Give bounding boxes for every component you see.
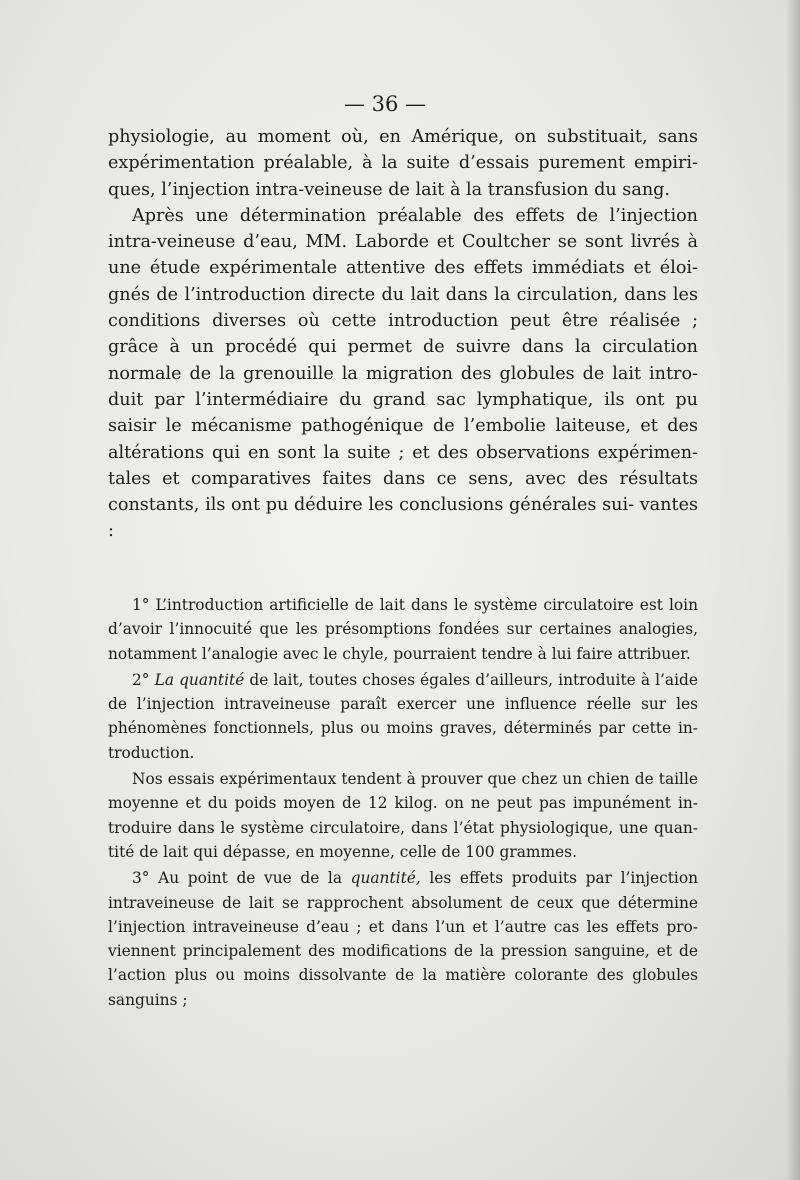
conclusion-3 [108,866,698,1012]
p2-line: altérations qui en sont la suite ; et des observations expérimen- [108,442,698,463]
p2-line: duit par l’intermédiaire du grand sac lymphatique, ils ont pu [108,389,698,410]
c1-line: d’avoir l’innocuité que les présomptions fondées sur certaines analogies, [108,620,698,639]
page-edge-shadow [786,0,800,1180]
note-line: troduire dans le système circulatoire, dans l’état physiologique, une quan- [108,818,698,837]
c2-line: troduction. [108,743,195,762]
c3-first-line: les effets produits par l’injection [420,869,699,888]
c1-line: notamment l’analogie avec le chyle, pourraient tendre à lui faire attribuer. [108,644,691,663]
p2-line: Après une détermination préalable des effets de l’injection [132,205,698,226]
p1-line: ques, l’injection intra-veineuse de lait à la transfusion du [108,179,617,200]
c2-line: phénomènes fonctionnels, plus ou moins graves, déterminés par cette in- [108,719,698,738]
note-line: moyenne et du poids moyen de 12 kilog. on ne peut pas impunément in- [108,794,698,813]
c1-line: 1° L’introduction artificielle de lait dans le système circulatoire est loin [132,596,698,614]
main-text [108,124,698,545]
p2-line: grâce à un procédé qui permet de suivre dans la circulation [108,337,698,358]
c3-line: viennent principalement des modifications de la pression sanguine, et de [108,942,698,961]
c3-first-part: 3° Au point de vue de la [132,869,351,888]
p2-line: gnés de l’introduction directe du lait dans la circulation, dans [108,284,667,305]
c3-line: sanguins ; [108,990,188,1009]
c3-line: l’injection intraveineuse d’eau ; et dans l’un et l’autre cas les effets pro- [108,917,698,936]
p2-line: vantes : [108,495,699,542]
conclusions-list [108,593,698,1012]
conclusion-1 [108,593,698,666]
page-number: — 36 — [343,92,427,116]
paragraph-2 [108,203,698,545]
c2-italic: La quantité [154,670,245,689]
p2-line: une étude expérimentale attentive des effets immédiats et éloi- [108,258,698,279]
p2-line: normale de la grenouille la migration des globules de lait intro- [108,363,698,384]
c2-line: de l’injection intraveineuse paraît exercer une influence réelle sur les [108,695,698,714]
c3-line: l’action plus ou moins dissolvante de la matière colorante des globules [108,966,698,985]
c2-first-line: de lait, toutes choses égales d’ailleurs, introduite à l’aide [244,670,698,689]
c3-line: intraveineuse de lait se rapprochent absolument de ceux que détermine [108,893,698,912]
p2-line: les conditions diverses où cette introduction peut être réalisée ; [108,284,698,332]
p1-line: sang. [622,179,671,200]
paragraph-1 [108,124,698,203]
p2-line: tales et comparatives faites dans ce sens, avec des résultats [108,468,698,489]
c3-italic: quantité, [350,869,421,888]
conclusion-2 [108,668,698,765]
p2-line: saisir le mécanisme pathogénique de l’embolie laiteuse, et des [108,416,698,437]
note-line: tité de lait qui dépasse, en moyenne, celle de 100 grammes. [108,842,577,861]
note-line: Nos essais expérimentaux tendent à prouver que chez un chien de taille [132,770,698,789]
p2-line: intra-veineuse d’eau, MM. Laborde et Coultcher se sont livrés à [108,232,698,253]
experimental-note [108,767,698,864]
p1-line: expérimentation préalable, à la suite d’essais purement empiri- [108,153,698,174]
p1-line: physiologie, au moment où, en Amérique, on substituait, sans [108,127,698,147]
p2-line: constants, ils ont pu déduire les conclusions générales sui- [108,495,635,516]
c2-number: 2° [132,670,150,689]
